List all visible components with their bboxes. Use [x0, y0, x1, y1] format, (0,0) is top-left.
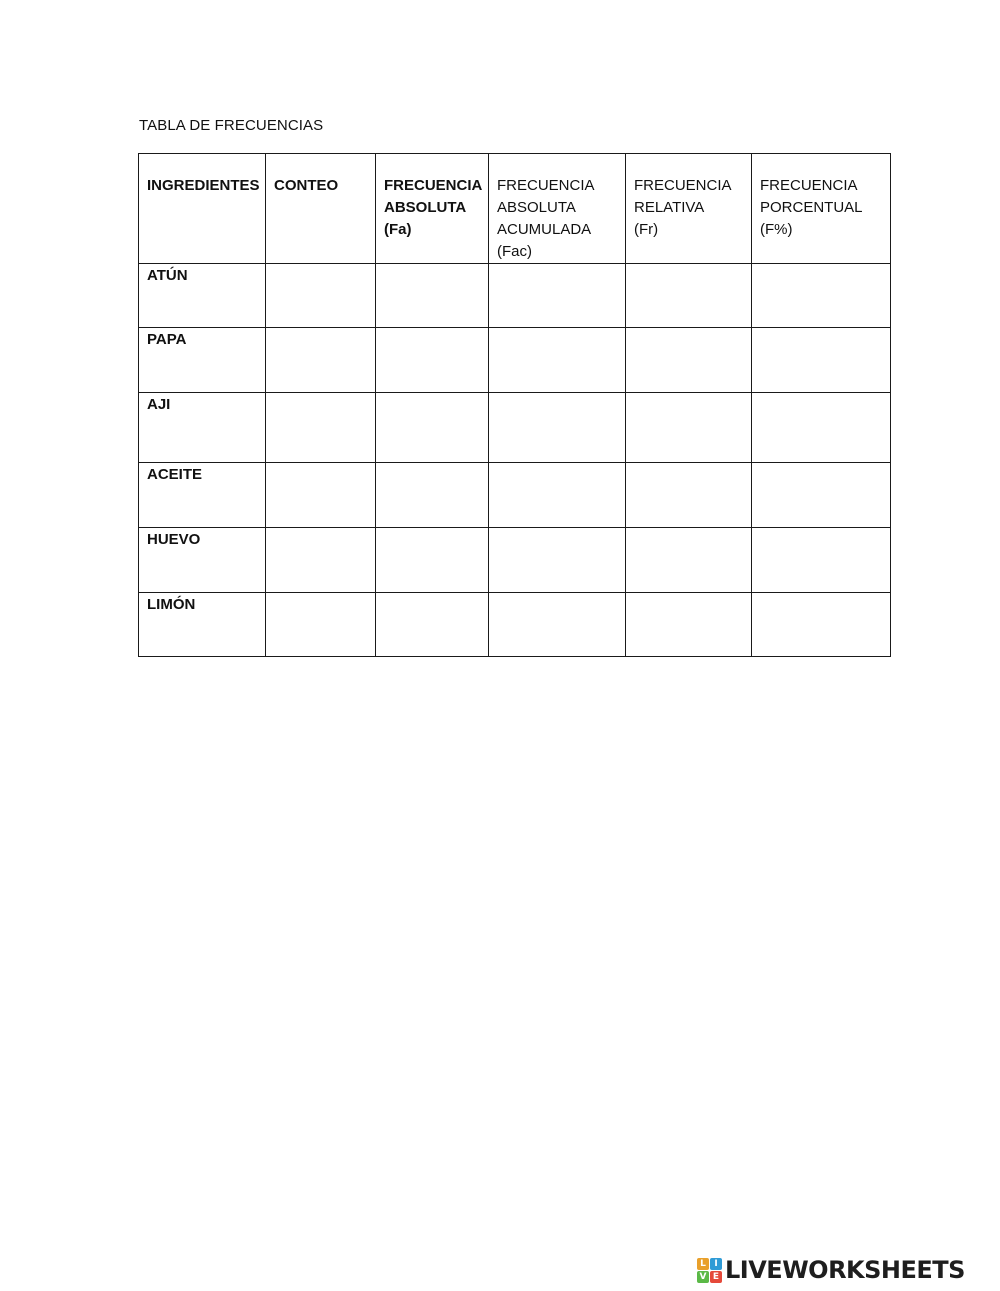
header-frecuencia-relativa	[626, 154, 752, 264]
header-line: CONTEO	[274, 177, 339, 194]
table-cell[interactable]	[489, 393, 626, 463]
liveworksheets-logo	[697, 1256, 965, 1284]
table-cell[interactable]	[266, 393, 376, 463]
table-row	[139, 593, 891, 657]
header-line: FRECUENCIA	[497, 177, 595, 194]
table-cell[interactable]	[266, 528, 376, 593]
table-cell[interactable]	[266, 463, 376, 528]
table-cell[interactable]	[266, 593, 376, 657]
header-frecuencia-porcentual	[752, 154, 891, 264]
row-label: LIMÓN	[139, 593, 266, 657]
header-frecuencia-absoluta-acumulada	[489, 154, 626, 264]
table-cell[interactable]	[376, 593, 489, 657]
table-cell[interactable]	[489, 528, 626, 593]
table-cell[interactable]	[489, 328, 626, 393]
table-cell[interactable]	[752, 264, 891, 328]
document-title: TABLA DE FRECUENCIAS	[139, 117, 324, 134]
table-cell[interactable]	[752, 393, 891, 463]
table-cell[interactable]	[752, 593, 891, 657]
header-line: FRECUENCIA	[384, 177, 483, 194]
header-line: (F%)	[760, 221, 793, 238]
table-cell[interactable]	[489, 463, 626, 528]
header-line: ABSOLUTA	[497, 199, 576, 216]
table-row	[139, 463, 891, 528]
frequency-table	[138, 153, 891, 657]
table-cell[interactable]	[626, 463, 752, 528]
logo-block-l: L	[697, 1258, 709, 1270]
table-cell[interactable]	[626, 593, 752, 657]
row-label: ATÚN	[139, 264, 266, 328]
table-cell[interactable]	[376, 528, 489, 593]
table-row	[139, 328, 891, 393]
header-line: (Fa)	[384, 221, 412, 238]
row-label: ACEITE	[139, 463, 266, 528]
header-frecuencia-absoluta	[376, 154, 489, 264]
header-ingredientes	[139, 154, 266, 264]
row-label: AJI	[139, 393, 266, 463]
header-line: (Fac)	[497, 243, 532, 260]
table-cell[interactable]	[752, 328, 891, 393]
table-cell[interactable]	[376, 393, 489, 463]
table-cell[interactable]	[626, 328, 752, 393]
table-cell[interactable]	[489, 593, 626, 657]
table-cell[interactable]	[752, 528, 891, 593]
table-row	[139, 528, 891, 593]
table-cell[interactable]	[489, 264, 626, 328]
logo-block-v: V	[697, 1271, 709, 1283]
logo-icon	[697, 1258, 722, 1283]
table-cell[interactable]	[752, 463, 891, 528]
logo-block-e: E	[710, 1271, 722, 1283]
table-cell[interactable]	[266, 328, 376, 393]
header-line: ACUMULADA	[497, 221, 592, 238]
table-cell[interactable]	[266, 264, 376, 328]
table-row	[139, 393, 891, 463]
header-line: ABSOLUTA	[384, 199, 467, 216]
header-line: FRECUENCIA	[760, 177, 858, 194]
header-conteo	[266, 154, 376, 264]
header-line: PORCENTUAL	[760, 199, 863, 216]
logo-block-i: I	[710, 1258, 722, 1270]
table-cell[interactable]	[376, 463, 489, 528]
table-cell[interactable]	[376, 264, 489, 328]
logo-text: LIVEWORKSHEETS	[725, 1256, 965, 1284]
table-cell[interactable]	[626, 264, 752, 328]
header-row	[139, 154, 891, 264]
header-line: (Fr)	[634, 221, 659, 238]
header-line: INGREDIENTES	[147, 177, 260, 194]
table-cell[interactable]	[376, 328, 489, 393]
row-label: PAPA	[139, 328, 266, 393]
row-label: HUEVO	[139, 528, 266, 593]
header-line: RELATIVA	[634, 199, 705, 216]
table-cell[interactable]	[626, 528, 752, 593]
table-cell[interactable]	[626, 393, 752, 463]
table-row	[139, 264, 891, 328]
header-line: FRECUENCIA	[634, 177, 732, 194]
